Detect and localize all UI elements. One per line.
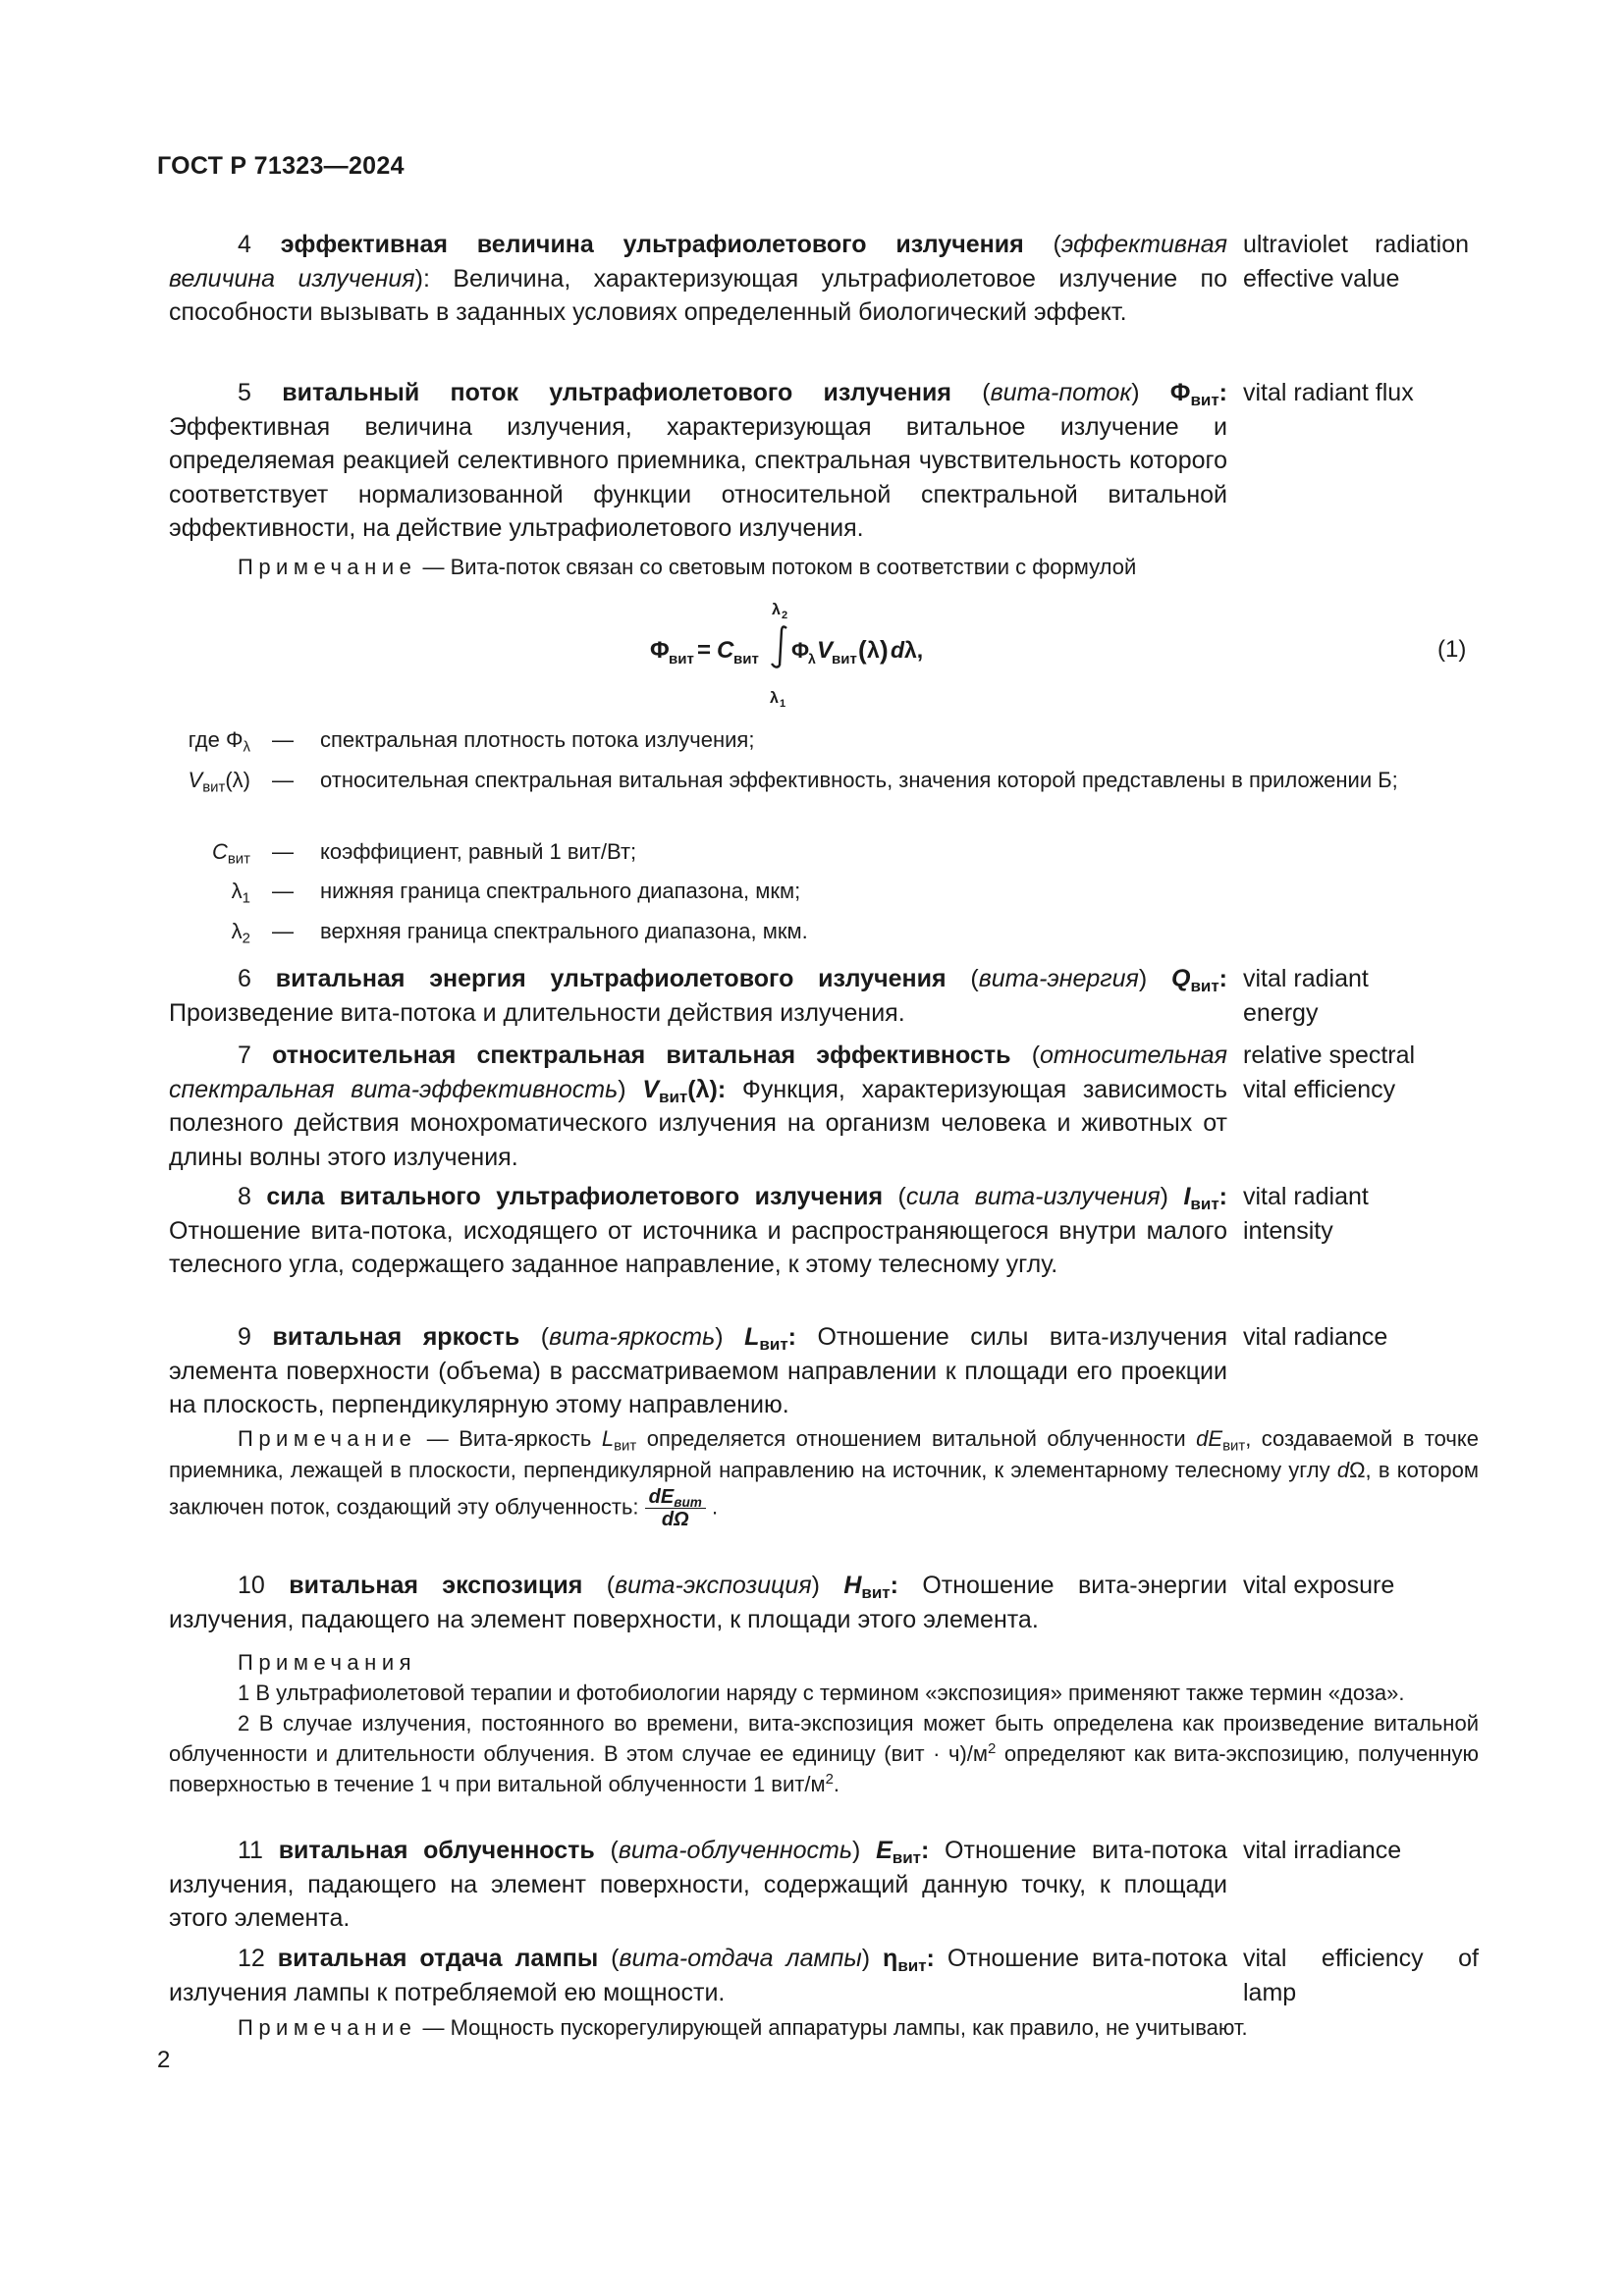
- legend-symbol: $\lambda_2$: [231, 919, 250, 947]
- term-number: 6: [238, 965, 251, 992]
- svg-text:вит: вит: [832, 651, 857, 667]
- notes-label: Примечания: [238, 1650, 417, 1675]
- term-4-english: ultraviolet radiation effective value: [1243, 231, 1469, 293]
- term-name: витальная энергия ультрафиолетового излучения: [275, 965, 947, 992]
- term-5-english: vital radiant flux: [1243, 379, 1414, 406]
- formula-vital-flux: [648, 601, 962, 709]
- term-number: 7: [238, 1041, 251, 1069]
- formula-number: (1): [1437, 636, 1467, 663]
- term-8-english: vital radiant intensity: [1243, 1183, 1369, 1245]
- svg-text:вит: вит: [733, 651, 759, 667]
- term-number: 8: [238, 1183, 251, 1210]
- note-label: Примечание: [238, 2015, 417, 2040]
- notes-term-10: [169, 1647, 1479, 1799]
- svg-text:λ: λ: [770, 690, 779, 707]
- term-11-english: vital irradiance: [1243, 1837, 1402, 1864]
- term-symbol: $H_{вит}$:: [843, 1572, 898, 1603]
- legend-text: спектральная плотность потока излучения;: [320, 727, 755, 752]
- legend-dash: —: [272, 839, 294, 864]
- term-name: витальный поток ультрафиолетового излучения: [282, 379, 951, 406]
- term-name: витальная яркость: [272, 1323, 520, 1351]
- note-term-9: Примечание — Вита-яркость $L_{вит}$ определяется отношением витальной облученности $dE_{вит}$, создаваемой в точке приемника, лежащей в плоскости, перпендикулярной направлению на источник, к элементарному телесному углу dΩ, в котором заключен поток, создающий эту облученность: $\frac{dE_{вит}}{d\Omega}$ .: [169, 1426, 1479, 1530]
- term-definition: Величина, характеризующая ультрафиолетовое излучение по способности вызывать в заданных условиях определенный биологический эффект.: [169, 264, 1228, 326]
- term-symbol: $\Phi_{вит}$:: [1169, 379, 1227, 410]
- term-4: 4 эффективная величина ультрафиолетового излучения (эффективная величина излучения): Величина, характеризующая ультрафиолетовое излучение по способности вызывать в заданных условиях определенный биологический эффект.: [169, 231, 1228, 326]
- term-12: 12 витальная отдача лампы (вита-отдача лампы) $\eta_{вит}$: Отношение вита-потока излучения лампы к потребляемой ею мощности.: [169, 1945, 1227, 2006]
- legend-dash: —: [272, 919, 294, 943]
- legend-text: относительная спектральная витальная эффективность, значения которой представлены в приложении Б;: [320, 768, 1398, 792]
- term-symbol: $I_{вит}$:: [1183, 1183, 1227, 1214]
- term-9-english: vital radiance: [1243, 1323, 1388, 1351]
- term-number: 9: [238, 1323, 251, 1351]
- term-symbol: $Q_{вит}$:: [1170, 965, 1227, 996]
- svg-text:Φ: Φ: [650, 637, 670, 664]
- term-9: 9 витальная яркость (вита-яркость) $L_{вит}$: Отношение силы вита-излучения элемента поверхности (объема) в рассматриваемом направлении к площади его проекции на плоскость, перпендикулярную этому направлению.: [169, 1323, 1227, 1418]
- term-definition: Отношение вита-потока, исходящего от источника и распространяющегося внутри малого телесного угла, содержащего заданное направление, к этому телесному углу.: [169, 1216, 1227, 1278]
- fraction-dE-dOmega: $\frac{dE_{вит}}{d\Omega}$: [645, 1486, 706, 1530]
- svg-text:=: =: [697, 637, 712, 664]
- term-number: 11: [238, 1837, 263, 1864]
- term-synonym: вита-поток: [990, 379, 1132, 406]
- svg-text:V: V: [817, 637, 834, 664]
- term-name: эффективная величина ультрафиолетового излучения: [280, 231, 1024, 258]
- term-11: 11 витальная облученность (вита-облученность) $E_{вит}$: Отношение вита-потока излучения, падающего на элемент поверхности, содержащий данную точку, к площади этого элемента.: [169, 1837, 1228, 1932]
- note-2: 2 В случае излучения, постоянного во времени, вита-экспозиция может быть определена как произведение витальной облученности и длительности облучения. В этом случае ее единицу $(вит \cdot ч)/м^2$ определяют как вита-экспозицию, полученную поверхностью в течение 1 ч при витальной облученности 1 вит/$м^2$.: [169, 1711, 1479, 1796]
- term-name: витальная экспозиция: [289, 1572, 583, 1599]
- term-6-english: vital radiant energy: [1243, 965, 1369, 1027]
- term-number: 10: [238, 1572, 265, 1599]
- term-10-english: vital exposure: [1243, 1572, 1395, 1599]
- legend-symbol: $V_{вит}(\lambda)$: [188, 768, 250, 796]
- term-synonym: сила вита-излучения: [905, 1183, 1161, 1210]
- svg-text:2: 2: [782, 610, 788, 621]
- svg-text:(: (: [858, 635, 867, 665]
- svg-text:λ: λ: [808, 651, 816, 667]
- document-code: ГОСТ Р 71323—2024: [157, 152, 405, 180]
- term-synonym: вита-экспозиция: [615, 1572, 812, 1599]
- term-symbol: $\eta_{вит}$:: [883, 1945, 935, 1976]
- term-definition: Отношение вита-энергии излучения, падающего на элемент поверхности, к площади этого элемента.: [169, 1572, 1228, 1633]
- legend-dash: —: [272, 727, 294, 752]
- note-label: Примечание: [238, 555, 417, 579]
- svg-text:1: 1: [780, 698, 786, 709]
- term-definition: Функция, характеризующая зависимость полезного действия монохроматического излучения на организм человека и животных от длины волны этого излучения.: [169, 1075, 1227, 1171]
- term-synonym: относительная спектральная вита-эффективность: [169, 1041, 1227, 1103]
- term-synonym: эффективная величина излучения: [169, 231, 1227, 293]
- legend-text: нижняя граница спектрального диапазона, мкм;: [320, 879, 801, 903]
- term-synonym: вита-облученность: [618, 1837, 853, 1864]
- svg-text:λ,: λ,: [904, 637, 924, 663]
- term-definition: Отношение силы вита-излучения элемента поверхности (объема) в рассматриваемом направлении к площади его проекции на плоскость, перпендикулярную этому направлению.: [169, 1323, 1227, 1418]
- term-10: 10 витальная экспозиция (вита-экспозиция) $H_{вит}$: Отношение вита-энергии излучения, падающего на элемент поверхности, к площади этого элемента.: [169, 1572, 1228, 1633]
- svg-text:λ: λ: [772, 602, 781, 618]
- legend-symbol: где $\Phi_\lambda$: [188, 727, 250, 756]
- svg-text:): ): [880, 635, 889, 665]
- term-symbol: $E_{вит}$:: [876, 1837, 930, 1868]
- term-synonym: вита-отдача лампы: [619, 1945, 862, 1972]
- term-synonym: вита-энергия: [978, 965, 1139, 992]
- svg-text:C: C: [717, 637, 734, 664]
- term-name: витальная отдача лампы: [277, 1945, 599, 1972]
- term-5: 5 витальный поток ультрафиолетового излучения (вита-поток) $\Phi_{вит}$: Эффективная величина излучения, характеризующая витальное излучение и определяемая реакцией селективного приемника, спектральная чувствительность которого соответствует нормализованной функции относительной спектральной витальной эффективности, на действие ультрафиолетового излучения.: [169, 379, 1227, 542]
- term-7: 7 относительная спектральная витальная эффективность (относительная спектральная вита-эффективность) $V_{вит}(\lambda)$: Функция, характеризующая зависимость полезного действия монохроматического излучения на организм человека и животных от длины волны этого излучения.: [169, 1041, 1227, 1171]
- legend-symbol: $C_{вит}$: [211, 839, 250, 868]
- svg-text:λ: λ: [867, 637, 880, 663]
- term-name: сила витального ультрафиолетового излучения: [266, 1183, 884, 1210]
- term-number: 4: [238, 231, 251, 258]
- legend-symbol: $\lambda_1$: [231, 879, 250, 907]
- term-7-english: relative spectral vital efficiency: [1243, 1041, 1416, 1103]
- term-definition: Эффективная величина излучения, характеризующая витальное излучение и определяемая реакцией селективного приемника, спектральная чувствительность которого соответствует нормализованной функции относительной спектральной витальной эффективности, на действие ультрафиолетового излучения.: [169, 412, 1227, 542]
- term-number: 12: [238, 1945, 265, 1972]
- note-label: Примечание: [238, 1426, 417, 1451]
- note-term-5: Примечание — Вита-поток связан со световым потоком в соответствии с формулой: [238, 555, 1137, 579]
- note-1: 1 В ультрафиолетовой терапии и фотобиологии наряду с термином «экспозиция» применяют также термин «доза».: [238, 1681, 1405, 1705]
- term-symbol: $V_{вит}(\lambda)$:: [642, 1075, 727, 1106]
- term-8: 8 сила витального ультрафиолетового излучения (сила вита-излучения) $I_{вит}$: Отношение вита-потока, исходящего от источника и распространяющегося внутри малого телесного угла, содержащего заданное направление, к этому телесному углу.: [169, 1183, 1227, 1278]
- svg-text:Φ: Φ: [791, 638, 810, 663]
- term-12-english: vital efficiency of lamp: [1243, 1945, 1479, 2006]
- note-term-12: Примечание — Мощность пускорегулирующей аппаратуры лампы, как правило, не учитывают.: [238, 2015, 1248, 2040]
- svg-text:вит: вит: [669, 651, 694, 667]
- term-name: витальная облученность: [278, 1837, 595, 1864]
- svg-text:d: d: [891, 637, 905, 663]
- legend-text: коэффициент, равный 1 вит/Вт;: [320, 839, 637, 864]
- term-synonym: вита-яркость: [549, 1323, 716, 1351]
- legend-dash: —: [272, 879, 294, 903]
- term-definition: Отношение вита-потока излучения, падающего на элемент поверхности, содержащий данную точку, к площади этого элемента.: [169, 1837, 1228, 1932]
- legend-text: верхняя граница спектрального диапазона, мкм.: [320, 919, 808, 943]
- term-symbol: $L_{вит}$:: [744, 1323, 796, 1355]
- page-number: 2: [157, 2047, 171, 2073]
- term-definition: Произведение вита-потока и длительности действия излучения.: [169, 998, 905, 1027]
- term-number: 5: [238, 379, 251, 406]
- legend-dash: —: [272, 768, 294, 792]
- term-name: относительная спектральная витальная эффективность: [272, 1041, 1011, 1069]
- term-6: 6 витальная энергия ультрафиолетового излучения (вита-энергия) $Q_{вит}$: Произведение вита-потока и длительности действия излучения.: [169, 965, 1227, 1027]
- term-definition: Отношение вита-потока излучения лампы к потребляемой ею мощности.: [169, 1945, 1227, 2006]
